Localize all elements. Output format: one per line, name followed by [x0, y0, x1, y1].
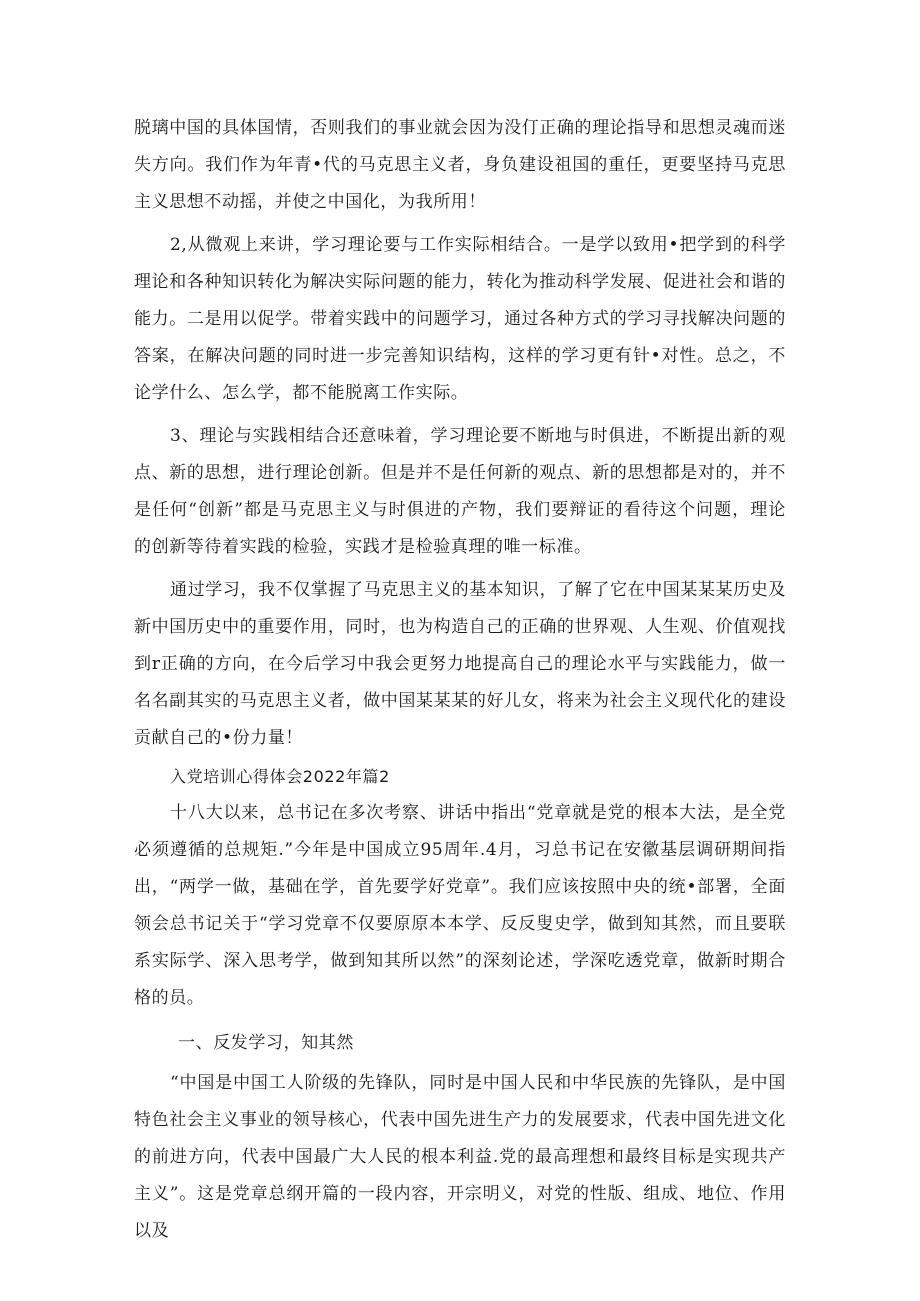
paragraph-continuation: 脱璃中国的具体国情，否则我们的事业就会因为没仃正确的理论指导和思想灵魂而迷失方向。我们作为年青•代的马克思主义者，身负建设祖国的重任，更要坚持马克思主义思想不动摇，并使之中国化，为我所用！	[134, 118, 786, 212]
document-body	[134, 110, 786, 1250]
section-title: 入党培训心得体会2022年篇2	[170, 767, 390, 786]
paragraph-point-3: 3、理论与实践相结合还意味着，学习理论要不断地与时俱进，不断提出新的观点、新的思想，进行理论创新。但是并不是任何新的观点、新的思想都是对的，并不是任何“创新”都是马克思主义与时俱进的产物，我们要辩证的看待这个问题，理论的创新等待着实践的检验，实践才是检验真理的唯一标准。	[134, 426, 786, 557]
paragraph-quote: “中国是中国工人阶级的先锋队，同时是中国人民和中华民族的先锋队，是中国特色社会主义事业的领导核心，代表中国先进生产力的发展要求，代表中国先进文化的前进方向，代表中国最广大人民的根本利益.党的最高理想和最终目标是实现共产主义”。这是党章总纲开篇的一段内容，开宗明义，对党的性版、组成、地位、作用以及	[134, 1073, 786, 1241]
paragraph-point-2: 2,从微观上来讲，学习理论要与工作实际相结合。一是学以致用•把学到的科学理论和各种知识转化为解决实际问题的能力，转化为推动科学发展、促进社会和谐的能力。二是用以促学。带着实践中的问题学习，通过各种方式的学习寻找解决问题的答案，在解决问题的同时进一步完善知识结构，这样的学习更有针•对性。总之，不论学什么、怎么学，都不能脱离工作实际。	[134, 235, 786, 403]
paragraph-conclusion: 通过学习，我不仅掌握了马克思主义的基本知识，了解了它在中国某某某历史及新中国历史中的重要作用，同时，也为构造自己的正确的世界观、人生观、价值观找到r正确的方向，在今后学习中我会更努力地提高自己的理论水平与实践能力，做一名名副其实的马克思主义者，做中国某某某的好儿女，将来为社会主义现代化的建设贡献自己的•份力量！	[134, 580, 786, 748]
subheading: 一、反发学习，知其然	[178, 1033, 354, 1053]
paragraph-intro: 十八大以来，总书记在多次考察、讲话中指出“党章就是党的根本大法，是全党必须遵循的总规矩.”今年是中国成立95周年.4月，习总书记在安徽基层调研期间指出，“两学一做，基础在学，首先要学好党章”。我们应该按照中央的统•部署，全面领会总书记关于“学习党章不仅要原原本本学、反反叟史学，做到知其然，而且要联系实际学、深入思考学，做到知其所以然”的深刻论述，学深吃透党章，做新时期合格的员。	[134, 803, 786, 1008]
